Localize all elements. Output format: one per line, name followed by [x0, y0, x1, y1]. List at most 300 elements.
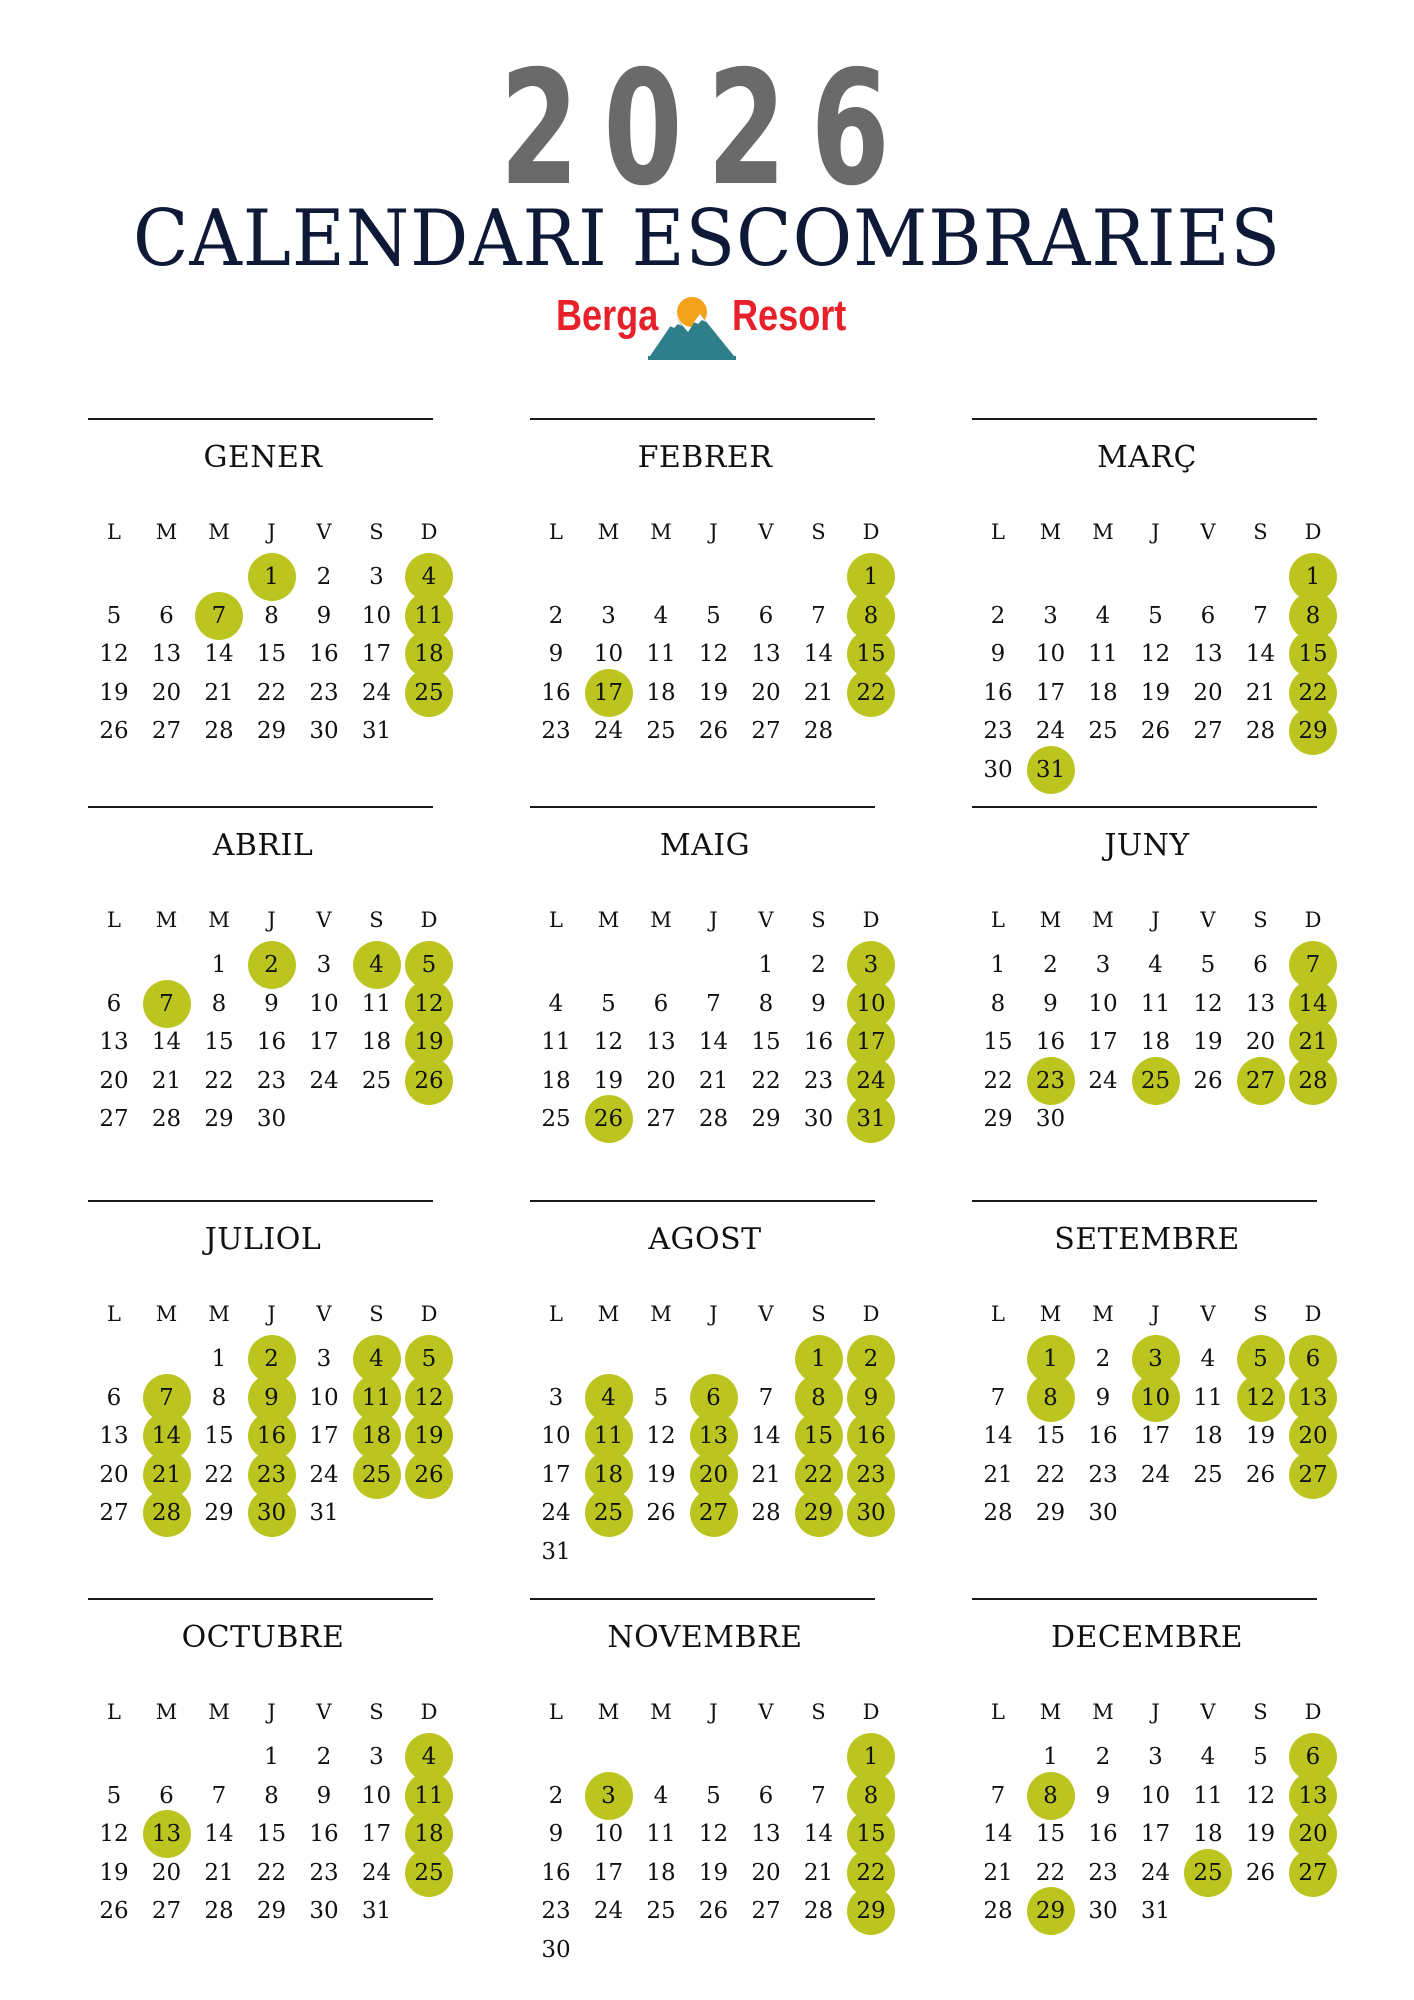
day-cell-collection: 11: [414, 1782, 444, 1809]
day-cell-collection: 6: [1305, 1744, 1321, 1770]
day-cell: 11: [1193, 1782, 1223, 1809]
logo-word-resort: Resort: [732, 291, 847, 340]
day-cell: 19: [593, 1067, 624, 1094]
day-cell-collection: 16: [856, 1423, 886, 1449]
day-cell: 23: [541, 1898, 571, 1924]
day-cell-collection: 4: [601, 1384, 616, 1411]
weekday-label: L: [991, 520, 1005, 544]
day-cell: 16: [256, 1029, 287, 1055]
weekday-label: J: [267, 520, 276, 544]
day-cell: 23: [983, 718, 1013, 744]
day-cell: 7: [706, 990, 721, 1017]
day-cell: 28: [751, 1500, 781, 1526]
day-cell: 23: [1088, 1859, 1118, 1886]
day-cell: 28: [151, 1106, 182, 1132]
day-cell-collection: 4: [421, 1744, 437, 1770]
weekday-label: V: [1200, 1302, 1216, 1326]
day-cell: 19: [698, 1859, 729, 1886]
day-cell-collection: 3: [1148, 1346, 1163, 1372]
day-cell: 21: [803, 679, 834, 706]
day-cell-collection: 9: [264, 1384, 279, 1411]
weekday-label: J: [267, 1302, 276, 1326]
day-cell-collection: 25: [593, 1500, 624, 1526]
day-cell: 9: [1095, 1384, 1111, 1411]
month-decembre: [972, 1598, 1328, 1938]
day-cell: 3: [316, 952, 332, 978]
day-cell-collection: 26: [414, 1461, 444, 1488]
day-cell: 17: [1035, 679, 1066, 706]
day-cell: 27: [99, 1106, 129, 1132]
day-cell: 8: [264, 1782, 279, 1809]
day-cell-collection: 21: [151, 1461, 182, 1488]
day-cell-collection: 19: [414, 1029, 444, 1055]
day-cell-collection: 5: [1253, 1346, 1268, 1372]
day-cell: 19: [1245, 1821, 1276, 1847]
day-cell-collection: 13: [698, 1423, 729, 1449]
month-name: GENER: [203, 440, 323, 475]
day-cell: 24: [361, 679, 392, 706]
weekday-label: L: [107, 520, 121, 544]
day-cell: 21: [751, 1461, 781, 1488]
day-cell: 19: [99, 1859, 129, 1886]
weekday-label: L: [549, 1700, 563, 1724]
day-cell-collection: 8: [811, 1384, 826, 1411]
day-cell: 13: [1245, 990, 1276, 1017]
day-cell: 6: [159, 1782, 174, 1809]
day-cell: 16: [1088, 1821, 1118, 1847]
day-cell: 31: [541, 1538, 571, 1565]
day-cell-collection: 1: [1305, 564, 1321, 590]
month-name: MAIG: [659, 828, 751, 863]
day-cell: 4: [1095, 602, 1111, 629]
weekday-label: J: [709, 1700, 718, 1724]
day-cell: 14: [983, 1423, 1013, 1449]
day-cell-collection: 1: [264, 564, 279, 590]
day-cell: 28: [803, 718, 834, 744]
day-cell: 5: [601, 990, 616, 1017]
day-cell: 30: [803, 1106, 834, 1132]
day-cell: 12: [1245, 1782, 1276, 1809]
day-cell-collection: 5: [421, 1346, 437, 1372]
day-cell-collection: 11: [593, 1423, 624, 1449]
day-cell: 1: [1043, 1744, 1058, 1770]
day-cell: 22: [751, 1067, 781, 1094]
month-name: NOVEMBRE: [607, 1620, 803, 1655]
day-cell-collection: 25: [414, 1859, 444, 1886]
day-cell: 12: [1140, 641, 1171, 667]
day-cell-collection: 4: [421, 564, 437, 590]
day-cell-collection: 24: [856, 1067, 886, 1094]
weekday-label: S: [811, 520, 826, 544]
weekday-label: V: [316, 520, 332, 544]
month-gener: [88, 418, 444, 758]
weekday-label: S: [811, 1302, 826, 1326]
weekday-label: V: [758, 1700, 774, 1724]
month-name: MARÇ: [1097, 440, 1197, 475]
weekday-label: V: [316, 1700, 332, 1724]
day-cell: 4: [653, 602, 669, 629]
day-cell: 14: [803, 641, 834, 667]
weekday-label: M: [1092, 520, 1114, 544]
day-cell: 19: [698, 679, 729, 706]
day-cell: 25: [1193, 1461, 1223, 1488]
day-cell: 27: [751, 718, 781, 744]
day-cell: 10: [1035, 641, 1066, 667]
day-cell: 19: [1193, 1029, 1223, 1055]
weekday-label: M: [1039, 520, 1062, 544]
day-cell: 31: [361, 1898, 392, 1924]
month-juliol: [88, 1200, 444, 1540]
day-cell: 11: [361, 990, 392, 1017]
weekday-label: D: [1304, 1700, 1322, 1724]
month-divider: [530, 806, 875, 808]
day-cell: 27: [751, 1898, 781, 1924]
day-cell-collection: 28: [1298, 1067, 1328, 1094]
day-cell: 26: [698, 1898, 729, 1924]
weekday-label: V: [1200, 908, 1216, 932]
day-cell-collection: 10: [1140, 1384, 1171, 1411]
weekday-label: M: [155, 520, 178, 544]
day-cell: 3: [369, 564, 384, 590]
day-cell: 5: [1148, 602, 1163, 629]
day-cell: 17: [1088, 1029, 1118, 1055]
day-cell: 9: [811, 990, 826, 1017]
month-name: JUNY: [1104, 828, 1190, 863]
day-cell: 25: [646, 718, 676, 744]
day-cell-collection: 25: [414, 679, 444, 706]
day-cell: 8: [211, 1384, 227, 1411]
day-cell: 27: [151, 718, 182, 744]
day-cell: 19: [99, 679, 129, 706]
day-cell: 10: [361, 602, 392, 629]
day-cell: 8: [211, 990, 227, 1017]
day-cell: 14: [698, 1029, 729, 1055]
day-cell: 30: [1035, 1106, 1066, 1132]
day-cell: 6: [159, 602, 174, 629]
month-divider: [88, 418, 433, 420]
day-cell: 14: [751, 1423, 781, 1449]
day-cell-collection: 14: [1298, 990, 1328, 1017]
month-divider: [972, 1598, 1317, 1600]
day-cell: 1: [211, 952, 227, 978]
day-cell: 20: [1193, 679, 1223, 706]
month-divider: [88, 1200, 433, 1202]
day-cell: 29: [751, 1106, 781, 1132]
day-cell: 18: [646, 1859, 676, 1886]
month-març: [972, 418, 1328, 783]
day-cell: 13: [751, 1821, 781, 1847]
day-cell: 30: [256, 1106, 287, 1132]
weekday-label: D: [420, 520, 438, 544]
day-cell: 24: [1140, 1461, 1171, 1488]
day-cell: 25: [646, 1898, 676, 1924]
day-cell-collection: 12: [414, 990, 444, 1017]
day-cell: 31: [361, 718, 392, 744]
month-name: ABRIL: [212, 828, 314, 863]
weekday-label: V: [1200, 520, 1216, 544]
day-cell: 3: [1043, 602, 1058, 629]
weekday-label: M: [155, 1302, 178, 1326]
month-maig: [530, 806, 886, 1146]
day-cell: 22: [256, 679, 287, 706]
day-cell-collection: 2: [264, 1346, 279, 1372]
day-cell-collection: 29: [1035, 1898, 1066, 1924]
weekday-label: J: [1151, 520, 1160, 544]
day-cell-collection: 8: [863, 602, 879, 629]
day-cell: 20: [151, 1859, 182, 1886]
day-cell: 23: [256, 1067, 287, 1094]
day-cell: 29: [983, 1106, 1013, 1132]
day-cell: 16: [541, 679, 571, 706]
day-cell: 10: [309, 1384, 339, 1411]
day-cell: 27: [99, 1500, 129, 1526]
day-cell: 24: [541, 1500, 571, 1526]
weekday-label: J: [267, 908, 276, 932]
day-cell: 28: [204, 718, 234, 744]
day-cell: 11: [1088, 641, 1118, 667]
day-cell: 12: [99, 1821, 129, 1847]
day-cell: 4: [1200, 1744, 1216, 1770]
day-cell-collection: 20: [698, 1461, 729, 1488]
day-cell: 10: [593, 641, 624, 667]
day-cell-collection: 22: [856, 679, 886, 706]
day-cell: 23: [541, 718, 571, 744]
day-cell: 20: [646, 1067, 676, 1094]
day-cell: 5: [106, 1782, 122, 1809]
weekday-label: L: [549, 908, 563, 932]
day-cell: 14: [204, 641, 234, 667]
day-cell-collection: 26: [414, 1067, 444, 1094]
weekday-label: D: [862, 1700, 880, 1724]
month-divider: [530, 418, 875, 420]
day-cell-collection: 18: [361, 1423, 392, 1449]
day-cell-collection: 10: [856, 990, 886, 1017]
month-juny: [972, 806, 1328, 1146]
day-cell: 26: [1245, 1461, 1276, 1488]
day-cell: 15: [1035, 1423, 1066, 1449]
day-cell: 18: [1193, 1821, 1223, 1847]
day-cell: 14: [204, 1821, 234, 1847]
day-cell: 16: [803, 1029, 834, 1055]
weekday-label: M: [650, 908, 672, 932]
day-cell-collection: 6: [1305, 1346, 1321, 1372]
day-cell: 7: [811, 1782, 826, 1809]
month-divider: [530, 1598, 875, 1600]
day-cell-collection: 9: [863, 1384, 879, 1411]
day-cell: 11: [1140, 990, 1171, 1017]
weekday-label: M: [155, 908, 178, 932]
weekday-label: D: [420, 1302, 438, 1326]
weekday-label: S: [369, 1302, 384, 1326]
weekday-label: S: [1253, 520, 1268, 544]
day-cell: 6: [1253, 952, 1268, 978]
day-cell: 14: [1245, 641, 1276, 667]
weekday-label: M: [597, 520, 620, 544]
weekday-label: L: [107, 1302, 121, 1326]
day-cell: 10: [593, 1821, 624, 1847]
day-cell-collection: 15: [856, 1821, 886, 1847]
day-cell-collection: 25: [361, 1461, 392, 1488]
weekday-label: M: [597, 1302, 620, 1326]
weekday-label: S: [811, 1700, 826, 1724]
day-cell: 26: [646, 1500, 676, 1526]
weekday-label: L: [991, 908, 1005, 932]
weekday-label: D: [862, 1302, 880, 1326]
day-cell: 14: [803, 1821, 834, 1847]
day-cell-collection: 18: [414, 1821, 444, 1847]
day-cell: 24: [309, 1067, 339, 1094]
day-cell-collection: 8: [1305, 602, 1321, 629]
day-cell: 23: [309, 679, 339, 706]
day-cell-collection: 13: [1298, 1384, 1328, 1411]
day-cell: 12: [1193, 990, 1223, 1017]
day-cell-collection: 25: [1193, 1859, 1223, 1886]
weekday-label: D: [420, 1700, 438, 1724]
day-cell: 28: [803, 1898, 834, 1924]
day-cell-collection: 2: [264, 952, 279, 978]
day-cell: 19: [1140, 679, 1171, 706]
day-cell: 11: [646, 641, 676, 667]
day-cell-collection: 28: [151, 1500, 182, 1526]
day-cell: 13: [646, 1029, 676, 1055]
day-cell-collection: 29: [803, 1500, 834, 1526]
weekday-label: D: [862, 908, 880, 932]
month-divider: [88, 1598, 433, 1600]
weekday-label: M: [1092, 1700, 1114, 1724]
day-cell: 14: [983, 1821, 1013, 1847]
day-cell: 17: [309, 1423, 339, 1449]
day-cell: 8: [758, 990, 774, 1017]
mountain-sun-icon: [648, 290, 736, 362]
day-cell: 13: [151, 641, 182, 667]
day-cell-collection: 3: [863, 952, 879, 978]
day-cell: 22: [204, 1461, 234, 1488]
month-divider: [972, 1200, 1317, 1202]
day-cell: 1: [990, 952, 1006, 978]
day-cell-collection: 1: [863, 564, 879, 590]
day-cell: 18: [1140, 1029, 1171, 1055]
day-cell: 7: [811, 602, 826, 629]
day-cell: 5: [706, 602, 721, 629]
month-name: JULIOL: [204, 1222, 322, 1257]
weekday-label: L: [107, 1700, 121, 1724]
day-cell: 2: [811, 952, 826, 978]
day-cell: 23: [1088, 1461, 1118, 1488]
month-name: FEBRER: [637, 440, 773, 475]
day-cell: 17: [361, 641, 392, 667]
month-name: AGOST: [648, 1222, 762, 1257]
day-cell: 16: [309, 641, 339, 667]
weekday-label: L: [549, 520, 563, 544]
day-cell: 1: [264, 1744, 279, 1770]
day-cell: 9: [1043, 990, 1058, 1017]
day-cell-collection: 6: [706, 1384, 721, 1411]
day-cell: 20: [151, 679, 182, 706]
day-cell: 11: [541, 1029, 571, 1055]
weekday-label: S: [369, 1700, 384, 1724]
day-cell: 30: [309, 718, 339, 744]
day-cell-collection: 18: [414, 641, 444, 667]
day-cell-collection: 30: [256, 1500, 287, 1526]
day-cell: 18: [541, 1067, 571, 1094]
day-cell: 26: [1245, 1859, 1276, 1886]
day-cell: 22: [1035, 1859, 1066, 1886]
day-cell: 4: [1200, 1346, 1216, 1372]
day-cell: 2: [548, 1782, 564, 1809]
weekday-label: M: [1039, 908, 1062, 932]
day-cell-collection: 29: [856, 1898, 886, 1924]
day-cell: 12: [646, 1423, 676, 1449]
day-cell-collection: 15: [1298, 641, 1328, 667]
day-cell: 15: [1035, 1821, 1066, 1847]
day-cell: 15: [983, 1029, 1013, 1055]
weekday-label: M: [208, 520, 230, 544]
day-cell: 25: [1088, 718, 1118, 744]
weekday-label: D: [1304, 520, 1322, 544]
day-cell: 21: [983, 1461, 1013, 1488]
day-cell-collection: 29: [1298, 718, 1328, 744]
weekday-label: L: [991, 1302, 1005, 1326]
day-cell: 20: [99, 1067, 129, 1094]
day-cell: 14: [151, 1029, 182, 1055]
day-cell: 22: [983, 1067, 1013, 1094]
day-cell: 24: [593, 1898, 624, 1924]
day-cell: 24: [1140, 1859, 1171, 1886]
day-cell: 5: [1253, 1744, 1268, 1770]
day-cell: 13: [99, 1423, 129, 1449]
day-cell: 1: [758, 952, 774, 978]
day-cell: 23: [309, 1859, 339, 1886]
day-cell: 4: [548, 990, 564, 1017]
day-cell-collection: 7: [1305, 952, 1321, 978]
day-cell-collection: 27: [698, 1500, 729, 1526]
day-cell-collection: 21: [1298, 1029, 1328, 1055]
day-cell: 8: [990, 990, 1006, 1017]
day-cell: 26: [1140, 718, 1171, 744]
day-cell: 16: [1035, 1029, 1066, 1055]
month-agost: [530, 1200, 886, 1565]
day-cell-collection: 8: [863, 1782, 879, 1809]
day-cell-collection: 19: [414, 1423, 444, 1449]
day-cell: 2: [1095, 1346, 1111, 1372]
weekday-label: M: [650, 1302, 672, 1326]
day-cell: 9: [548, 1821, 564, 1847]
day-cell-collection: 11: [414, 602, 444, 629]
day-cell-collection: 31: [1035, 756, 1066, 783]
weekday-label: S: [1253, 1302, 1268, 1326]
weekday-label: J: [709, 908, 718, 932]
day-cell: 15: [256, 1821, 287, 1847]
day-cell: 30: [1088, 1898, 1118, 1924]
day-cell-collection: 27: [1298, 1461, 1328, 1488]
weekday-label: J: [709, 1302, 718, 1326]
day-cell: 26: [1193, 1067, 1223, 1094]
day-cell: 11: [1193, 1384, 1223, 1411]
day-cell: 2: [548, 602, 564, 629]
day-cell: 15: [256, 641, 287, 667]
day-cell-collection: 8: [1043, 1782, 1058, 1809]
day-cell: 7: [211, 1782, 227, 1809]
day-cell-collection: 1: [1043, 1346, 1058, 1372]
month-name: OCTUBRE: [181, 1620, 345, 1655]
day-cell: 23: [803, 1067, 834, 1094]
day-cell: 21: [204, 679, 234, 706]
day-cell: 24: [1088, 1067, 1118, 1094]
day-cell-collection: 20: [1298, 1423, 1328, 1449]
month-febrer: [530, 418, 886, 758]
day-cell: 20: [1245, 1029, 1276, 1055]
day-cell: 10: [361, 1782, 392, 1809]
